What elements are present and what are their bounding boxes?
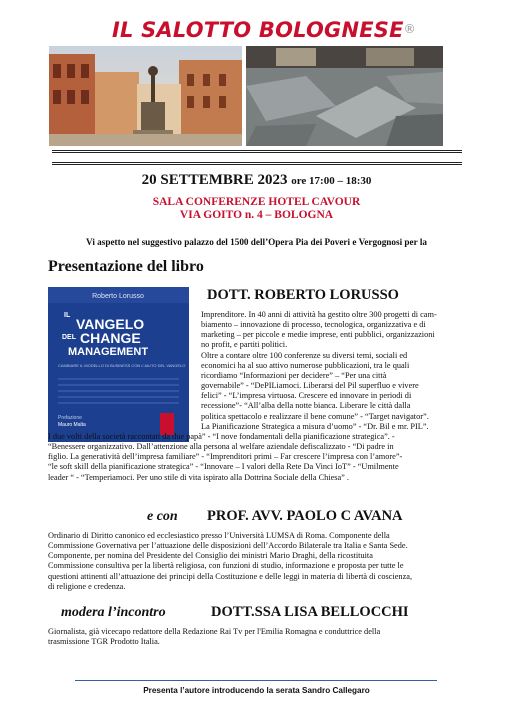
speaker1-bio-line: no profit, e partiti politici. xyxy=(201,340,288,350)
speaker1-name: DOTT. ROBERTO LORUSSO xyxy=(207,287,399,303)
speaker2-bio-line: questioni attinenti all’attuazione dei principi della Costituzione e delle leggi in materia di libertà di coscienza, xyxy=(48,571,413,581)
title-text: IL SALOTTO BOLOGNESE xyxy=(112,18,404,42)
book-author: Roberto Lorusso xyxy=(92,293,144,300)
book-cover xyxy=(48,287,189,442)
book-title-line-4: CHANGE xyxy=(80,330,141,346)
photo-piazza-fountain xyxy=(49,46,242,146)
moderator-name: DOTT.SSA LISA BELLOCCHI xyxy=(211,604,409,620)
speaker1-bio-column xyxy=(201,310,465,432)
speaker1-bio-line: “le soft skill della pianificazione strategica” - “Innovare – I valori della Rete Da Vinci IoT” - “Umilmente xyxy=(48,462,399,472)
speaker1-bio-line: Oltre a contare oltre 100 conferenze su diversi temi, sociali ed xyxy=(201,350,408,360)
presentation-heading: Presentazione del libro xyxy=(48,258,204,275)
moderator-bio-line: trasmissione TGR Prodotto Italia. xyxy=(48,637,160,647)
speaker1-bio-line: leader “ - “Temperiamoci. Per uno stile di vita ispirato alla Dottrina Sociale della Chiesa” . xyxy=(48,472,349,482)
speaker1-bio-full xyxy=(48,432,466,483)
speaker1-bio-line: governabile” - “DePILiamoci. Liberarsi del Pil superfluo e vivere xyxy=(201,381,419,391)
book-preface-author: Mauro Malta xyxy=(58,422,86,428)
book-title-line-3: DEL xyxy=(62,334,76,341)
speaker1-bio-line: I due volti della società raccontati da due papà” - “I nove fondamentali della pianificazione strategica”. - xyxy=(48,432,395,441)
speaker1-bio-line: felici” - “L’impresa virtuosa. Crescere ed innovare in periodi di xyxy=(201,391,412,401)
registered-mark: ® xyxy=(403,22,416,36)
speaker2-bio-line: Ordinario di Diritto canonico ed ecclesiastico presso l’Università LUMSA di Roma. Componente della xyxy=(48,531,390,540)
page-title xyxy=(112,18,416,42)
invite-text: Vi aspetto nel suggestivo palazzo del 1500 dell’Opera Pia dei Poveri e Vergognosi per la xyxy=(86,237,427,247)
speaker1-bio-line: biamento – innovazione di processo, tecnologica, organizzativa e di xyxy=(201,320,426,330)
photo-interior-stones xyxy=(246,46,443,146)
venue-address: VIA GOITO n. 4 – BOLOGNA xyxy=(179,209,334,221)
speaker1-bio-line: marketing – per piccole e medie imprese, enti pubblici, organizzazioni xyxy=(201,330,435,340)
speaker2-bio-line: Commissione Governativa per l’attuazione delle disposizioni dell’Accordo Bilaterale tra Italia e Santa Sede. xyxy=(48,541,408,551)
speaker2-bio-line: Componente, per nomina del Presidente del Consiglio dei ministri Mario Draghi, della ricostituita xyxy=(48,551,373,561)
speaker1-bio-line: “Benessere organizzativo. Dall’attenzione alla persona al welfare aziendale defiscalizzato - “Di padre in xyxy=(48,442,394,452)
time-text: ore 17:00 – 18:30 xyxy=(291,175,372,187)
moderator-prefix: modera l’incontro xyxy=(61,605,166,620)
book-title-line-2: VANGELO xyxy=(76,316,145,332)
book-title-line-1: IL xyxy=(64,312,71,319)
footer-note: Presenta l’autore introducendo la serata Sandro Callegaro xyxy=(143,686,370,695)
speaker2-bio-line: di religione e credenza. xyxy=(48,581,126,591)
venue-name: SALA CONFERENZE HOTEL CAVOUR xyxy=(152,196,361,208)
book-preface-label: Prefazione xyxy=(58,415,82,421)
speaker2-bio-line: Commissione consultiva per la libertà religiosa, con funzioni di studio, informazione e proposta per tutte le xyxy=(48,561,404,571)
book-title-line-5: MANAGEMENT xyxy=(68,346,149,358)
speaker1-bio-line: economici ha al suo attivo numerose pubblicazioni, tra le quali xyxy=(201,360,410,370)
speaker1-bio-line: politica spettacolo e realizzare il bene comune” - “Target navigator”. xyxy=(201,411,429,421)
speaker1-bio-line: La Pianificazione Strategica a misura d’uomo” - “Dr. Bil e mr. PIL”. xyxy=(201,421,429,431)
book-subtitle: CAMBIARE IL MODELLO DI BUSINESS CON L’AIUTO DEL VANGELO xyxy=(58,363,186,368)
speaker1-bio-line: ricordiamo “Informazioni per decidere” – “Per una città xyxy=(201,370,387,380)
double-rule-divider xyxy=(52,150,462,165)
speaker1-bio-line: recessione”- “All’alba della notte bianca. Liberare le città dalla xyxy=(201,401,411,411)
speaker1-bio-line: Imprenditore. In 40 anni di attività ha gestito oltre 300 progetti di cam- xyxy=(201,310,437,319)
speaker2-prefix: e con xyxy=(147,509,178,524)
footer-divider xyxy=(75,680,437,681)
speaker1-bio-line: figlio. La generatività dell’impresa familiare” - “Imprenditori primi – Far crescere l’impresa con l’amore”- xyxy=(48,452,403,462)
speaker2-name: PROF. AVV. PAOLO C AVANA xyxy=(207,508,403,524)
moderator-bio xyxy=(48,627,466,647)
speaker2-bio xyxy=(48,531,466,592)
moderator-bio-line: Giornalista, già vicecapo redattore della Redazione Rai Tv per l'Emilia Romagna e conduttrice della xyxy=(48,627,381,636)
event-date xyxy=(0,172,513,189)
date-text: 20 SETTEMBRE 2023 xyxy=(141,172,288,188)
